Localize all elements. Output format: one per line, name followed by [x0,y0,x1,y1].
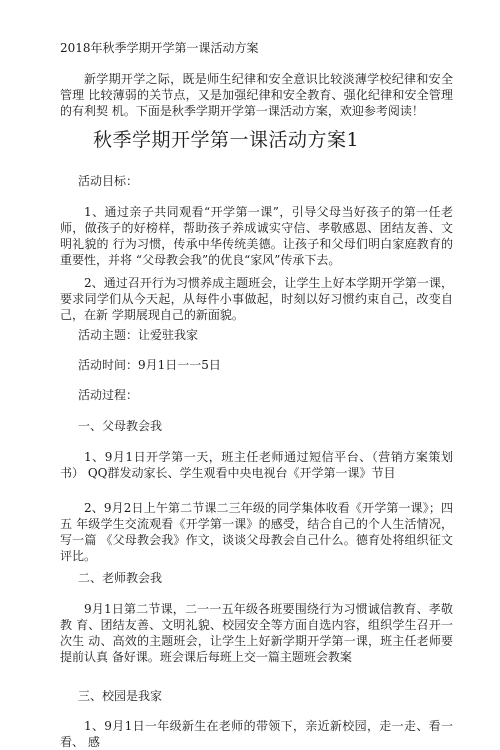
part-1-paragraph-2: 2、9月2日上午第二节课二三年级的同学集体收看《开学第一课》；四五 年级学生交流观看《开学第一课》的感受，结合自己的个人生活情况，写一篇 《父母教会我》作文，谈谈父母教会自己什么。德育处将组织征文评比。 [60,501,453,563]
part-1-title: 一、父母教会我 [78,419,163,433]
part-2-paragraph-1: 9月1日第二节课，二一一五年级各班要围绕行为习惯诚信教育、孝敬教 育、团结友善、文明礼貌、校园安全等方面自选内容，组织学生召开一次生 动、高效的主题班会，让学生上好新学期开学第一课，班主任老师要提前认真 备好课。班会课后每班上交一篇主题班会教案 [60,602,453,664]
goal-label: 活动目标： [78,174,139,188]
activity-process-label: 活动过程： [78,388,139,402]
part-3-paragraph-1: 1、9月1日一年级新生在老师的带领下，亲近新校园，走一走、看一看、 感 [60,719,453,749]
activity-theme: 活动主题：让爱驻我家 [78,328,199,342]
part-1-paragraph-1: 1、9月1日开学第一天，班主任老师通过短信平台、（营销方案策划书） QQ群发动家长、学生观看中央电视台《开学第一课》节目 [60,450,453,480]
goal-paragraph-1: 1、通过亲子共同观看“开学第一课”，引导父母当好孩子的第一任老师，做孩子的好榜样，帮助孩子养成诚实守信、孝敬感恩、团结友善、文明礼貌的 行为习惯，传承中华传统美德。让孩子和父母们明白家庭教育的重要性，并将 “父母教会我”的优良“家风”传承下去。 [60,205,453,267]
goal-paragraph-2: 2、通过召开行为习惯养成主题班会，让学生上好本学期开学第一课，要求同学们从今天起，从每件小事做起，时刻以好习惯约束自己，改变自己，在新 学期展现自己的新面貌。 [60,276,453,322]
part-3-title: 三、校园是我家 [78,689,163,703]
activity-time: 活动时间：9月1日一一5日 [78,358,221,372]
intro-paragraph: 新学期开学之际，既是师生纪律和安全意识比较淡薄学校纪律和安全管理 比较薄弱的关节点，又是加强纪律和安全教育、强化纪律和安全管理的有利契 机。下面是秋季学期开学第一课活动方案，欢迎参考阅读！ [60,72,453,118]
document-title: 2018年秋季学期开学第一课活动方案 [60,41,259,55]
part-2-title: 二、老师教会我 [78,571,163,585]
section-heading: 秋季学期开学第一课活动方案1 [93,129,360,151]
